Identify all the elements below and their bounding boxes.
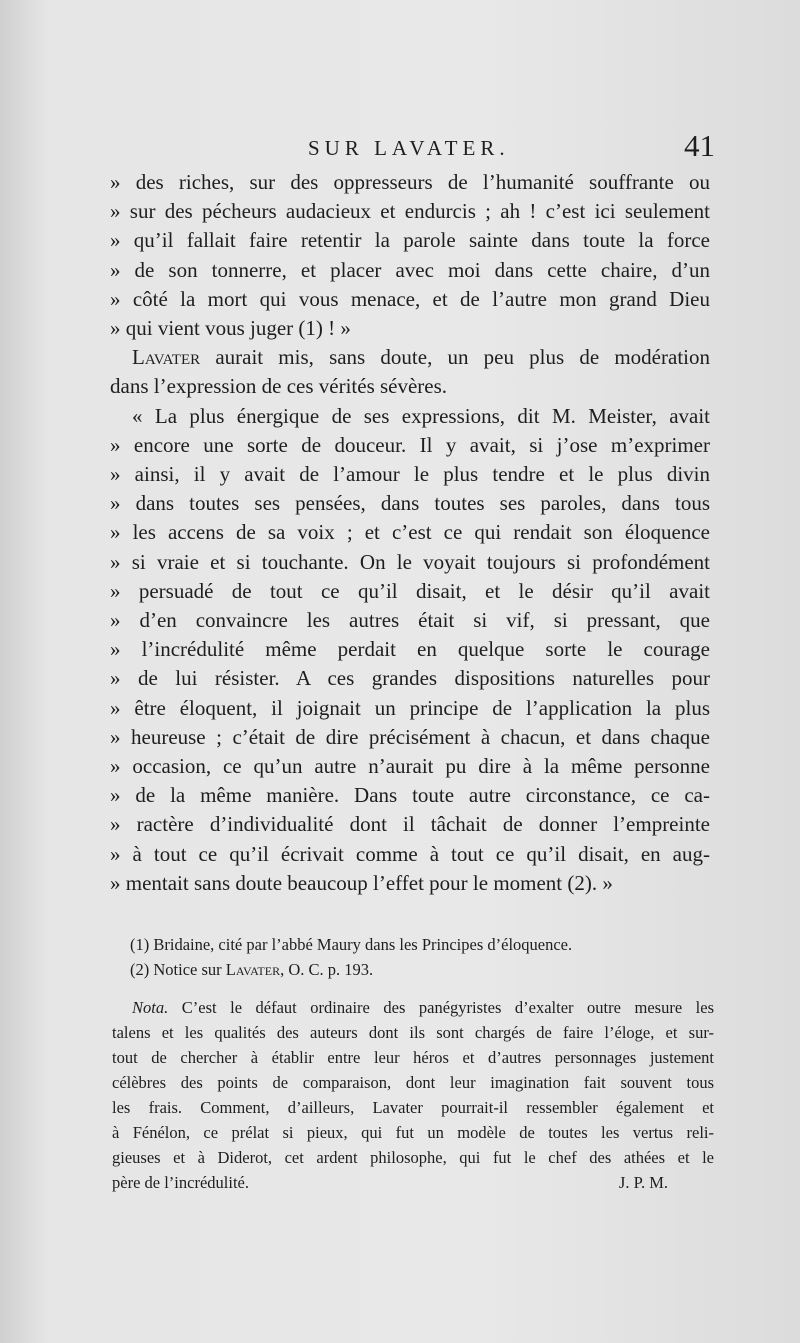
editor-note [112,995,714,1195]
quote-line: » de lui résister. A ces grandes dispositions naturelles pour [110,666,710,691]
note-line: gieuses et à Diderot, cet ardent philosophe, qui fut le chef des athées et le [112,1148,714,1167]
page-number: 41 [684,128,715,163]
body-line: » sur des pécheurs audacieux et endurcis ; ah ! c’est ici seulement [110,199,710,224]
note-line [112,995,714,1020]
note-label: Nota. [132,998,169,1017]
body-line: » côté la mort qui vous menace, et de l’autre mon grand Dieu [110,286,710,311]
quote-line: » l’incrédulité même perdait en quelque sorte le courage [110,637,710,662]
note-line: les frais. Comment, d’ailleurs, Lavater pourrait-il ressembler également et [112,1098,714,1117]
footnote-2 [130,957,690,982]
quote-line: » ainsi, il y avait de l’amour le plus tendre et le plus divin [110,462,710,487]
quote-line: » à tout ce qu’il écrivait comme à tout ce qu’il disait, en aug- [110,841,710,866]
body-line: » de son tonnerre, et placer avec moi dans cette chaire, d’un [110,257,710,282]
note-signature: J. P. M. [618,1173,668,1192]
quote-line: » mentait sans doute beaucoup l’effet pour le moment (2). » [110,870,613,895]
quote-line: » encore une sorte de douceur. Il y avait, si j’ose m’exprimer [110,432,710,457]
quote-line: » ractère d’individualité dont il tâchait de donner l’empreinte [110,812,710,837]
body-line: » des riches, sur des oppresseurs de l’humanité souffrante ou [110,170,710,194]
paragraph-line [110,343,710,372]
paragraph-line: dans l’expression de ces vérités sévères. [110,374,448,399]
footnotes [130,932,690,982]
note-text: C’est le défaut ordinaire des panégyristes d’exalter outre mesure les [168,998,714,1017]
note-line: tout de chercher à établir entre leur héros et d’autres personnages justement [112,1048,714,1067]
quote-line: » heureuse ; c’était de dire précisément à chacun, et dans chaque [110,724,710,749]
body-line: » qu’il fallait faire retentir la parole sainte dans toute la force [110,228,710,253]
note-line: célèbres des points de comparaison, dont leur imagination fait souvent tous [112,1073,714,1092]
footnote-2-ref: , O. C. p. 193. [280,960,374,979]
footnote-1: (1) Bridaine, cité par l’abbé Maury dans les Principes d’éloquence. [130,935,573,954]
note-final-line [112,1170,714,1195]
footnote-2-text: (2) Notice sur [130,960,226,979]
note-text: père de l’incrédulité. [112,1173,249,1192]
quote-line: » si vraie et si touchante. On le voyait toujours si profondément [110,549,710,574]
footnote-2-author: Lavater [225,960,281,979]
quote-line: » dans toutes ses pensées, dans toutes ses paroles, dans tous [110,491,710,516]
quote-line: » les accens de sa voix ; et c’est ce qui rendait son éloquence [110,520,710,545]
body-line: » qui vient vous juger (1) ! » [110,316,351,341]
page-header [110,128,715,170]
paragraph-text: aurait mis, sans doute, un peu plus de modération [200,345,710,370]
quote-line: » être éloquent, il joignait un principe de l’application la plus [110,695,710,720]
author-name: Lavater [132,345,201,370]
running-title: SUR LAVATER. [308,136,510,160]
quote-line: » d’en convaincre les autres était si vif, si pressant, que [110,608,710,633]
note-line: à Fénélon, ce prélat si pieux, qui fut un modèle de toutes les vertus reli- [112,1123,714,1142]
quote-line: « La plus énergique de ses expressions, dit M. Meister, avait [132,403,710,428]
note-line: talens et les qualités des auteurs dont ils sont chargés de faire l’éloge, et sur- [112,1023,714,1042]
quote-line: » persuadé de tout ce qu’il disait, et le désir qu’il avait [110,578,710,603]
quote-line: » de la même manière. Dans toute autre circonstance, ce ca- [110,783,710,808]
body-text [110,168,710,898]
quote-line: » occasion, ce qu’un autre n’aurait pu dire à la même personne [110,754,710,779]
